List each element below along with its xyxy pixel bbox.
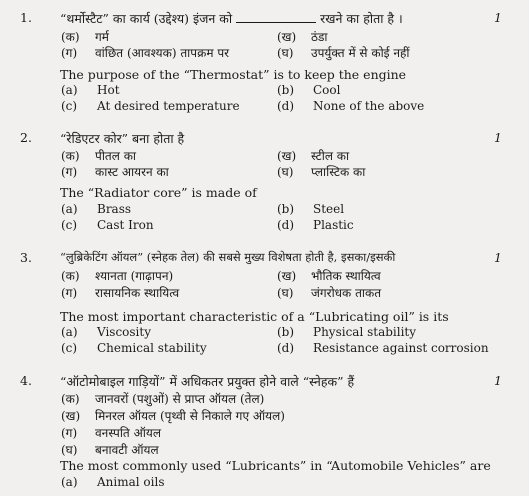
hindi-option-kha: (ख) स्टील का [277,149,350,163]
english-option-b: (b) Steel [277,202,345,216]
hindi-option-kha: (ख) ठंडा [277,30,328,44]
english-option-a: (a) Brass [61,202,132,216]
hindi-question-stem [60,10,403,27]
hindi-option-kha: (ख) भौतिक स्थायित्व [277,269,381,283]
hindi-option-gha: (घ) बनावटी ऑयल [61,443,159,457]
hindi-option-ka: (क) पीतल का [61,149,137,163]
english-option-a: (a) Animal oils [61,475,165,489]
hindi-option-ga: (ग) कास्ट आयरन का [61,165,169,179]
hindi-option-ka: (क) जानवरों (पशुओं) से प्राप्त ऑयल (तेल) [61,392,265,406]
hindi-option-gha: (घ) प्लास्टिक का [277,165,366,179]
english-option-a: (a) Viscosity [61,325,151,339]
english-option-d: (d) Resistance against corrosion [277,341,489,355]
english-question-stem: The “Radiator core” is made of [60,185,257,200]
english-question-stem: The most important characteristic of a “Lubricating oil” is its [60,309,449,324]
hindi-option-ga: (ग) वनस्पति ऑयल [61,426,161,440]
hindi-question-stem: “ऑटोमोबाइल गाड़ियों” में अधिकतर प्रयुक्त होने वाले “स्नेहक” हैं [60,374,355,389]
question-number: 3. [20,250,32,265]
question-number: 2. [20,130,32,145]
english-option-c: (c) Chemical stability [61,341,207,355]
question-marks: 1 [494,130,502,145]
english-question-stem: The most commonly used “Lubricants” in “Automobile Vehicles” are [60,458,491,473]
english-option-d: (d) Plastic [277,218,354,232]
answer-blank [236,12,316,23]
english-option-c: (c) Cast Iron [61,218,154,232]
hindi-option-gha: (घ) उपर्युक्त में से कोई नहीं [277,46,410,60]
question-number: 1. [20,10,32,25]
question-marks: 1 [494,373,502,388]
hindi-question-stem: “लुब्रिकेटिंग ऑयल” (स्नेहक तेल) की सबसे मुख्य विशेषता होती है, इसका/इसकी [60,250,396,264]
english-question-stem: The purpose of the “Thermostat” is to keep the engine [60,67,407,82]
english-option-b: (b) Cool [277,83,341,97]
english-option-b: (b) Physical stability [277,325,417,339]
hindi-option-ka: (क) श्यानता (गाढ़ापन) [61,269,174,283]
hindi-question-stem: “रेडिएटर कोर” बना होता है [60,131,185,146]
english-option-d: (d) None of the above [277,99,425,113]
question-marks: 1 [494,10,502,25]
english-option-c: (c) At desired temperature [61,99,240,113]
hindi-stem-part-b: रखने का होता है । [320,11,403,26]
hindi-option-ka: (क) गर्म [61,30,109,44]
hindi-option-ga: (ग) रासायनिक स्थायित्व [61,286,180,300]
question-number: 4. [20,373,32,388]
english-option-a: (a) Hot [61,83,120,97]
hindi-option-kha: (ख) मिनरल ऑयल (पृथ्वी से निकाले गए ऑयल) [61,409,285,423]
question-marks: 1 [494,250,502,265]
hindi-option-gha: (घ) जंगरोधक ताकत [277,286,382,300]
hindi-option-ga: (ग) वांछित (आवश्यक) तापक्रम पर [61,46,230,60]
hindi-stem-part-a: “थर्मोस्टैट” का कार्य (उद्देश्य) इंजन को [60,11,233,26]
